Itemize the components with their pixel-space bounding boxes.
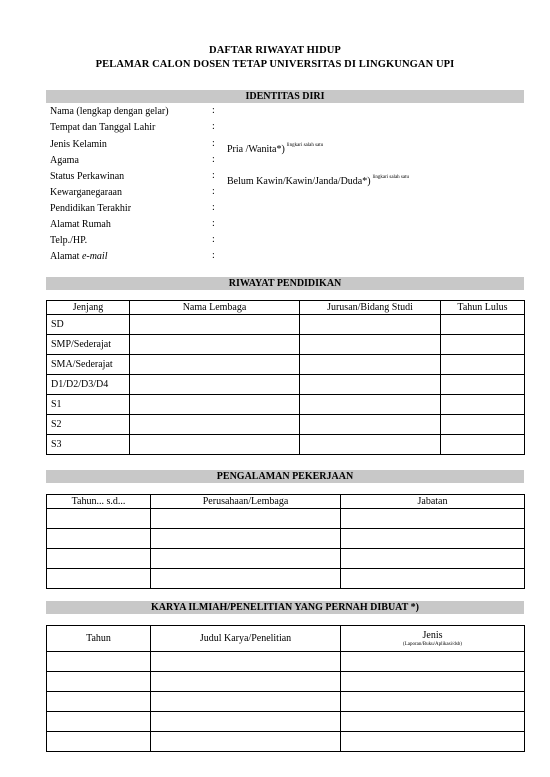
section-heading-karya: KARYA ILMIAH/PENELITIAN YANG PERNAH DIBUAT *) xyxy=(46,601,524,614)
entry-cell[interactable] xyxy=(441,415,525,435)
entry-cell[interactable] xyxy=(341,672,525,692)
table-row xyxy=(47,712,525,732)
table-row xyxy=(47,335,525,355)
section-heading-identitas: IDENTITAS DIRI xyxy=(46,90,524,103)
table-row xyxy=(47,692,525,712)
column-header: Judul Karya/Penelitian xyxy=(151,626,341,652)
column-header: Tahun xyxy=(47,626,151,652)
entry-cell[interactable] xyxy=(441,315,525,335)
entry-cell[interactable] xyxy=(341,509,525,529)
entry-cell[interactable] xyxy=(47,672,151,692)
instruction-note: lingkari salah satu xyxy=(372,175,409,180)
field-value-status-perkawinan xyxy=(227,171,409,188)
table-row xyxy=(47,529,525,549)
section-heading-pendidikan: RIWAYAT PENDIDIKAN xyxy=(46,277,524,290)
entry-cell[interactable] xyxy=(130,315,300,335)
entry-cell[interactable] xyxy=(151,529,341,549)
email-label-italic: e-mail xyxy=(81,251,108,262)
entry-cell[interactable] xyxy=(151,652,341,672)
table-row xyxy=(47,395,525,415)
field-label-ttl: Tempat dan Tanggal Lahir xyxy=(50,122,156,133)
entry-cell[interactable] xyxy=(300,415,441,435)
entry-cell[interactable] xyxy=(300,355,441,375)
column-header-jenis xyxy=(341,626,525,652)
entry-cell[interactable] xyxy=(441,335,525,355)
field-colon: : xyxy=(212,138,215,149)
field-colon: : xyxy=(212,202,215,213)
entry-cell[interactable] xyxy=(47,732,151,752)
field-colon: : xyxy=(212,250,215,261)
email-label-prefix: Alamat xyxy=(50,251,82,262)
field-label-nama: Nama (lengkap dengan gelar) xyxy=(50,106,169,117)
entry-cell[interactable] xyxy=(341,692,525,712)
entry-cell[interactable] xyxy=(341,549,525,569)
table-row xyxy=(47,672,525,692)
pekerjaan-table xyxy=(46,494,525,589)
entry-cell[interactable] xyxy=(341,732,525,752)
entry-cell[interactable] xyxy=(341,569,525,589)
table-row xyxy=(47,549,525,569)
column-header: Nama Lembaga xyxy=(130,301,300,315)
entry-cell[interactable] xyxy=(441,395,525,415)
entry-cell[interactable] xyxy=(441,375,525,395)
jenjang-cell: SD xyxy=(47,315,130,335)
entry-cell[interactable] xyxy=(300,315,441,335)
column-header: Jabatan xyxy=(341,495,525,509)
table-row xyxy=(47,315,525,335)
entry-cell[interactable] xyxy=(441,435,525,455)
entry-cell[interactable] xyxy=(151,672,341,692)
entry-cell[interactable] xyxy=(130,335,300,355)
entry-cell[interactable] xyxy=(300,435,441,455)
pendidikan-table xyxy=(46,300,525,455)
jenjang-cell: S3 xyxy=(47,435,130,455)
entry-cell[interactable] xyxy=(300,375,441,395)
entry-cell[interactable] xyxy=(441,355,525,375)
entry-cell[interactable] xyxy=(47,652,151,672)
document-subtitle: PELAMAR CALON DOSEN TETAP UNIVERSITAS DI LINGKUNGAN UPI xyxy=(95,59,455,70)
instruction-note: lingkari salah satu xyxy=(286,143,324,148)
entry-cell[interactable] xyxy=(47,549,151,569)
column-header: Jurusan/Bidang Studi xyxy=(300,301,441,315)
entry-cell[interactable] xyxy=(130,375,300,395)
field-value-jenis-kelamin xyxy=(227,139,323,156)
entry-cell[interactable] xyxy=(341,529,525,549)
status-perkawinan-options: Belum Kawin/Kawin/Janda/Duda*) xyxy=(227,176,371,187)
table-row xyxy=(47,435,525,455)
section-heading-pekerjaan: PENGALAMAN PEKERJAAN xyxy=(46,470,524,483)
entry-cell[interactable] xyxy=(151,569,341,589)
column-header: Tahun... s.d... xyxy=(47,495,151,509)
field-label-telp: Telp./HP. xyxy=(50,235,88,246)
entry-cell[interactable] xyxy=(130,355,300,375)
field-colon: : xyxy=(212,154,215,165)
entry-cell[interactable] xyxy=(151,549,341,569)
field-colon: : xyxy=(212,218,215,229)
table-row xyxy=(47,509,525,529)
entry-cell[interactable] xyxy=(130,415,300,435)
jenjang-cell: S1 xyxy=(47,395,130,415)
jenjang-cell: SMP/Sederajat xyxy=(47,335,130,355)
table-row xyxy=(47,732,525,752)
table-header-row xyxy=(47,626,525,652)
karya-table xyxy=(46,625,525,752)
field-label-alamat-rumah: Alamat Rumah xyxy=(50,219,111,230)
field-colon: : xyxy=(212,234,215,245)
entry-cell[interactable] xyxy=(300,395,441,415)
field-colon: : xyxy=(212,121,215,132)
entry-cell[interactable] xyxy=(300,335,441,355)
jenjang-cell: S2 xyxy=(47,415,130,435)
entry-cell[interactable] xyxy=(47,509,151,529)
entry-cell[interactable] xyxy=(130,435,300,455)
table-row xyxy=(47,375,525,395)
table-row xyxy=(47,355,525,375)
entry-cell[interactable] xyxy=(47,692,151,712)
field-colon: : xyxy=(212,105,215,116)
field-label-jenis-kelamin: Jenis Kelamin xyxy=(50,139,107,150)
field-label-pendidikan: Pendidikan Terakhir xyxy=(50,203,132,214)
field-colon: : xyxy=(212,186,215,197)
table-row xyxy=(47,569,525,589)
column-header: Perusahaan/Lembaga xyxy=(151,495,341,509)
entry-cell[interactable] xyxy=(151,732,341,752)
entry-cell[interactable] xyxy=(130,395,300,415)
column-header: Tahun Lulus xyxy=(441,301,525,315)
table-header-row xyxy=(47,301,525,315)
field-colon: : xyxy=(212,170,215,181)
entry-cell[interactable] xyxy=(47,529,151,549)
field-label-agama: Agama xyxy=(50,155,79,166)
jenis-label: Jenis xyxy=(422,629,443,641)
entry-cell[interactable] xyxy=(151,509,341,529)
field-label-email xyxy=(50,250,107,263)
entry-cell[interactable] xyxy=(341,712,525,732)
jenis-kelamin-options: Pria /Wanita*) xyxy=(227,144,285,155)
entry-cell[interactable] xyxy=(341,652,525,672)
entry-cell[interactable] xyxy=(151,692,341,712)
entry-cell[interactable] xyxy=(47,712,151,732)
jenjang-cell: D1/D2/D3/D4 xyxy=(47,375,130,395)
table-row xyxy=(47,652,525,672)
table-row xyxy=(47,415,525,435)
column-header: Jenjang xyxy=(47,301,130,315)
table-header-row xyxy=(47,495,525,509)
jenjang-cell: SMA/Sederajat xyxy=(47,355,130,375)
field-label-status-perkawinan: Status Perkawinan xyxy=(50,171,125,182)
jenis-note: (Laporan/Buku/Aplikasi/dsb) xyxy=(403,641,462,647)
document-title: DAFTAR RIWAYAT HIDUP xyxy=(209,45,341,56)
entry-cell[interactable] xyxy=(151,712,341,732)
entry-cell[interactable] xyxy=(47,569,151,589)
field-label-kewarganegaraan: Kewarganegaraan xyxy=(50,187,122,198)
